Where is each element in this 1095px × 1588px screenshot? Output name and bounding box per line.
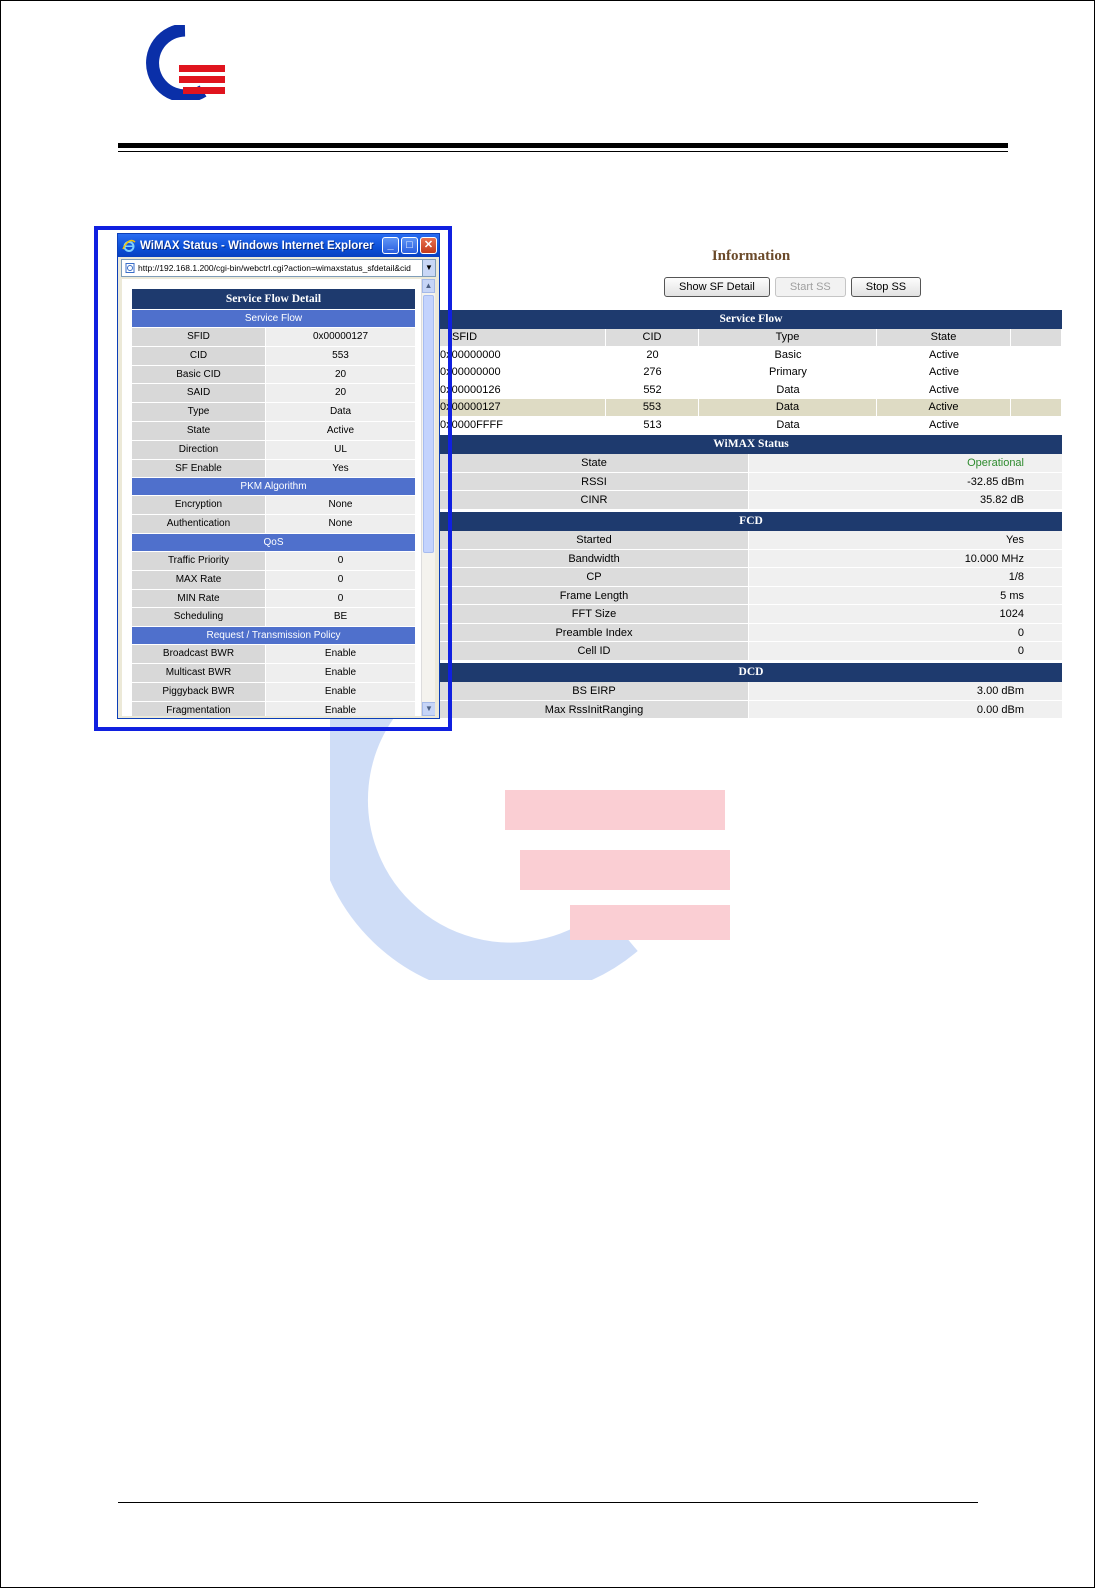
fcd-row	[440, 568, 1062, 587]
detail-value: 0x00000127	[266, 328, 415, 346]
fcd-row	[440, 587, 1062, 606]
state-cell: Active	[877, 399, 1011, 416]
column-header-sfid: SFID	[440, 329, 606, 346]
close-icon: ✕	[423, 239, 434, 251]
cid-cell: 20	[646, 348, 659, 361]
fcd-header: FCD	[440, 512, 1062, 531]
detail-label: Piggyback BWR	[132, 683, 265, 701]
status-label: State	[440, 454, 749, 472]
table-header-row	[440, 329, 1062, 347]
column-header-state: State	[877, 329, 1011, 346]
wimax-status-table	[440, 435, 1062, 510]
detail-label: Traffic Priority	[132, 552, 265, 570]
status-value: Operational	[749, 454, 1062, 472]
detail-value: 0	[266, 552, 415, 570]
table-row[interactable]	[440, 382, 1062, 400]
detail-value: 0	[266, 590, 415, 608]
maximize-icon: □	[406, 239, 413, 251]
detail-value: Enable	[266, 683, 415, 701]
fcd-label: Cell ID	[440, 642, 749, 660]
dcd-row	[440, 682, 1062, 701]
fcd-row	[440, 605, 1062, 624]
logo-watermark	[330, 690, 760, 980]
service-flow-table	[440, 310, 1062, 434]
status-row-state	[440, 454, 1062, 473]
type-cell: Basic	[774, 348, 802, 361]
header-rule	[118, 143, 1008, 148]
status-value: 35.82 dB	[749, 491, 1062, 509]
detail-value: 20	[266, 384, 415, 402]
section-header-pkm: PKM Algorithm	[132, 478, 415, 495]
section-header-service-flow: Service Flow	[132, 310, 415, 327]
fcd-value: 5 ms	[749, 587, 1062, 605]
section-header-request-policy: Request / Transmission Policy	[132, 627, 415, 644]
fcd-table	[440, 512, 1062, 661]
table-row[interactable]	[440, 364, 1062, 382]
column-header-type: Type	[699, 329, 877, 346]
detail-value: 20	[266, 366, 415, 384]
detail-label: State	[132, 422, 265, 440]
section-header-qos: QoS	[132, 534, 415, 551]
status-label: CINR	[440, 491, 749, 509]
fcd-value: Yes	[749, 531, 1062, 549]
status-row-cinr	[440, 491, 1062, 510]
dcd-value: 3.00 dBm	[749, 682, 1062, 700]
show-sf-detail-button[interactable]: Show SF Detail	[664, 277, 770, 297]
sfid-cell: 0x00000126	[440, 383, 501, 396]
dcd-row	[440, 701, 1062, 720]
detail-value: 553	[266, 347, 415, 365]
detail-label: MIN Rate	[132, 590, 265, 608]
detail-value: Data	[266, 403, 415, 421]
column-header-blank	[1011, 329, 1062, 346]
table-row-selected[interactable]	[440, 399, 1062, 417]
detail-value: Yes	[266, 460, 415, 478]
table-row[interactable]	[440, 347, 1062, 365]
sfid-cell: 0x0000FFFF	[440, 418, 503, 431]
detail-label: CID	[132, 347, 265, 365]
detail-value: Active	[266, 422, 415, 440]
fcd-row	[440, 531, 1062, 550]
cid-cell: 553	[606, 399, 699, 416]
minimize-icon: _	[387, 239, 394, 251]
cid-cell: 552	[643, 383, 662, 396]
status-value: -32.85 dBm	[749, 473, 1062, 491]
page-title: Information	[711, 248, 791, 264]
detail-label: Basic CID	[132, 366, 265, 384]
state-cell: Active	[929, 418, 959, 431]
fcd-value: 1024	[749, 605, 1062, 623]
window-title: WiMAX Status - Windows Internet Explorer	[140, 239, 374, 252]
service-flow-header: Service Flow	[440, 310, 1062, 329]
detail-label: MAX Rate	[132, 571, 265, 589]
detail-label: Multicast BWR	[132, 664, 265, 682]
wimax-status-header: WiMAX Status	[440, 435, 1062, 454]
detail-label: Direction	[132, 441, 265, 459]
header-rule-thin	[118, 151, 1008, 152]
chevron-down-icon[interactable]: ▼	[422, 260, 435, 276]
company-logo	[145, 25, 225, 100]
sfid-cell: 0x00000127	[440, 399, 606, 416]
highlight-outline	[94, 226, 452, 731]
sfid-cell: 0x00000000	[440, 366, 501, 378]
detail-value: None	[266, 496, 415, 514]
address-text: http://192.168.1.200/cgi-bin/webctrl.cgi?action=wimaxstatus_sfdetail&cid	[138, 263, 411, 273]
fcd-label: Started	[440, 531, 749, 549]
dcd-label: BS EIRP	[440, 682, 749, 700]
detail-value: Enable	[266, 645, 415, 663]
panel-title: Service Flow Detail	[132, 289, 415, 309]
sfid-cell: 0x00000000	[440, 348, 501, 361]
fcd-row	[440, 624, 1062, 643]
detail-label: Scheduling	[132, 608, 265, 626]
fcd-label: CP	[440, 568, 749, 586]
fcd-value: 10.000 MHz	[749, 550, 1062, 568]
fcd-row	[440, 550, 1062, 569]
column-header-cid: CID	[606, 329, 699, 346]
detail-value: None	[266, 515, 415, 533]
detail-label: Fragmentation	[132, 702, 265, 716]
detail-label: SF Enable	[132, 460, 265, 478]
detail-label: SFID	[132, 328, 265, 346]
action-buttons	[664, 277, 921, 297]
fcd-label: Frame Length	[440, 587, 749, 605]
detail-label: Authentication	[132, 515, 265, 533]
detail-value: Enable	[266, 664, 415, 682]
dcd-label: Max RssInitRanging	[440, 701, 749, 719]
detail-label: SAID	[132, 384, 265, 402]
state-cell: Active	[929, 383, 959, 396]
dcd-table	[440, 663, 1062, 719]
fcd-value: 0	[749, 642, 1062, 660]
state-cell: Active	[929, 366, 959, 378]
detail-label: Encryption	[132, 496, 265, 514]
detail-value: BE	[266, 608, 415, 626]
start-ss-button[interactable]: Start SS	[775, 277, 846, 297]
state-cell: Active	[929, 348, 959, 361]
detail-label: Broadcast BWR	[132, 645, 265, 663]
fcd-value: 1/8	[749, 568, 1062, 586]
cid-cell: 513	[643, 418, 662, 431]
fcd-row	[440, 642, 1062, 661]
information-page	[440, 240, 1062, 730]
detail-value: Enable	[266, 702, 415, 716]
footer-rule	[118, 1502, 978, 1503]
fcd-label: FFT Size	[440, 605, 749, 623]
scroll-up-icon[interactable]: ▲	[422, 279, 435, 293]
detail-value: 0	[266, 571, 415, 589]
detail-value: UL	[266, 441, 415, 459]
type-cell: Data	[776, 383, 800, 396]
detail-label: Type	[132, 403, 265, 421]
type-cell: Data	[699, 399, 877, 416]
dcd-header: DCD	[440, 663, 1062, 682]
fcd-label: Preamble Index	[440, 624, 749, 642]
status-label: RSSI	[440, 473, 749, 491]
status-row-rssi	[440, 473, 1062, 492]
type-cell: Primary	[769, 366, 807, 378]
scroll-down-icon[interactable]: ▼	[422, 702, 435, 716]
fcd-label: Bandwidth	[440, 550, 749, 568]
dcd-value: 0.00 dBm	[749, 701, 1062, 719]
cid-cell: 276	[643, 366, 662, 378]
table-row[interactable]	[440, 417, 1062, 435]
fcd-value: 0	[749, 624, 1062, 642]
type-cell: Data	[776, 418, 800, 431]
stop-ss-button[interactable]: Stop SS	[851, 277, 921, 297]
